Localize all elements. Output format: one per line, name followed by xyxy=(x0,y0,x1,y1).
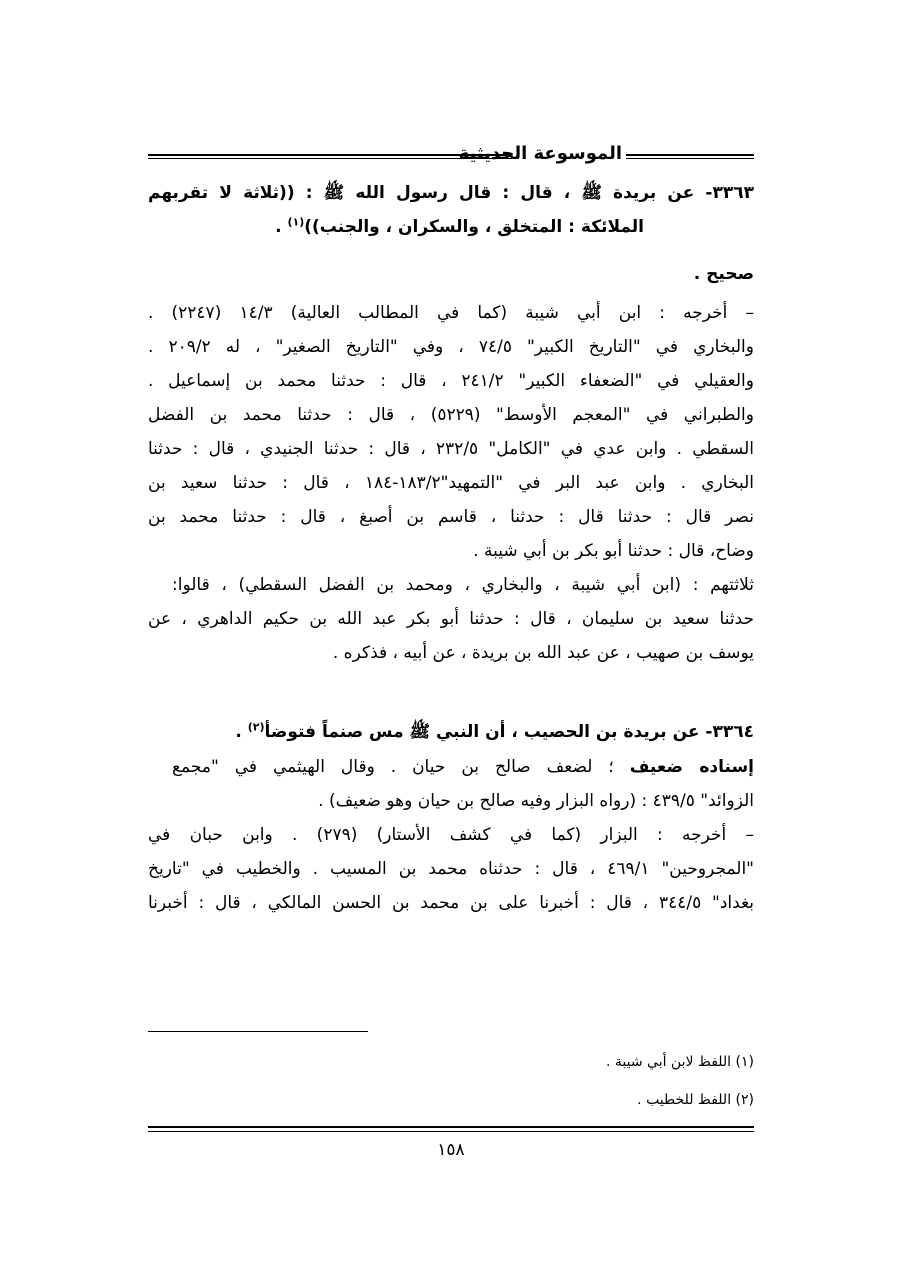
book-page xyxy=(148,0,754,1273)
takhrij-line: والطبراني في "المعجم الأوسط" (٥٢٢٩) ، قال : حدثنا محمد بن الفضل xyxy=(148,405,754,425)
hadith-3364-grade: إسناده ضعيف ؛ لضعف صالح بن حيان . وقال الهيثمي في "مجمع xyxy=(172,757,754,777)
grade-label: إسناده ضعيف xyxy=(629,757,754,777)
footnote-2: (٢) اللفظ للخطيب . xyxy=(637,1092,754,1108)
footer-rule-thick xyxy=(148,1126,754,1128)
takhrij-line: والعقيلي في "الضعفاء الكبير" ٢٤١/٢ ، قال : حدثنا محمد بن إسماعيل . xyxy=(148,371,754,391)
footnote-1: (١) اللفظ لابن أبي شيبة . xyxy=(605,1054,754,1070)
takhrij-line: وضاح، قال : حدثنا أبو بكر بن أبي شيبة . xyxy=(473,541,754,561)
running-header xyxy=(148,142,754,168)
summary-line: يوسف بن صهيب ، عن عبد الله بن بريدة ، عن أبيه ، فذكره . xyxy=(332,643,754,663)
summary-line: ثلاثتهم : (ابن أبي شيبة ، والبخاري ، ومحمد بن الفضل السقطي) ، قالوا: xyxy=(172,575,754,595)
takhrij-line: والبخاري في "التاريخ الكبير" ٧٤/٥ ، وفي "التاريخ الصغير" ، له ٢٠٩/٢ . xyxy=(148,337,754,357)
footnote-ref-2[interactable]: (٢) xyxy=(247,720,265,734)
header-title: الموسوعة الحديثية xyxy=(458,143,622,164)
hadith-3364-line: "المجروحين" ٤٦٩/١ ، قال : حدثناه محمد بن المسيب . والخطيب في "تاريخ xyxy=(148,859,754,879)
takhrij-line: نصر قال : حدثنا قال : حدثنا ، قاسم بن أصبغ ، قال : حدثنا محمد بن xyxy=(148,507,754,527)
takhrij-line: السقطي . وابن عدي في "الكامل" ٢٣٢/٥ ، قال : حدثنا الجنيدي ، قال : حدثنا xyxy=(148,439,754,459)
page-number: ١٥٨ xyxy=(437,1140,465,1160)
footer-rule-thin xyxy=(148,1131,754,1132)
hadith-3363-line-1: ٣٣٦٣- عن بريدة ﷺ ، قال : قال رسول الله ﷺ : ((ثلاثة لا تقربهم xyxy=(148,183,754,203)
header-rule-left xyxy=(148,154,512,159)
takhrij-line: البخاري . وابن عبد البر في "التمهيد"١٨٣/٢-١٨٤ ، قال : حدثنا سعيد بن xyxy=(148,473,754,493)
footnote-separator xyxy=(148,1031,368,1032)
hadith-3364-line: بغداد" ٣٤٤/٥ ، قال : أخبرنا على بن محمد بن الحسن المالكي ، قال : أخبرنا xyxy=(148,893,755,913)
hadith-3364-line: – أخرجه : البزار (كما في كشف الأستار) (٢٧٩) . وابن حبان في xyxy=(148,825,754,845)
header-rule-right xyxy=(626,154,754,159)
footnote-ref-1[interactable]: (١) xyxy=(287,215,305,229)
hadith-3363-line-2: الملائكة : المتخلق ، والسكران ، والجنب))$^{(١)}$ . xyxy=(275,215,644,237)
hadith-3364-line: الزوائد" ٤٣٩/٥ : (رواه البزار وفيه صالح بن حيان وهو ضعيف) . xyxy=(318,791,754,811)
hadith-3363-grade: صحيح . xyxy=(693,264,754,284)
summary-line: حدثنا سعيد بن سليمان ، قال : حدثنا أبو بكر عبد الله بن حكيم الداهري ، عن xyxy=(148,609,754,629)
takhrij-line: – أخرجه : ابن أبي شيبة (كما في المطالب العالية) ١٤/٣ (٢٢٤٧) . xyxy=(148,303,754,323)
hadith-3364-line-1: ٣٣٦٤- عن بريدة بن الحصيب ، أن النبي ﷺ مس صنماً فتوضأ$^{(٢)}$ . xyxy=(235,720,754,742)
